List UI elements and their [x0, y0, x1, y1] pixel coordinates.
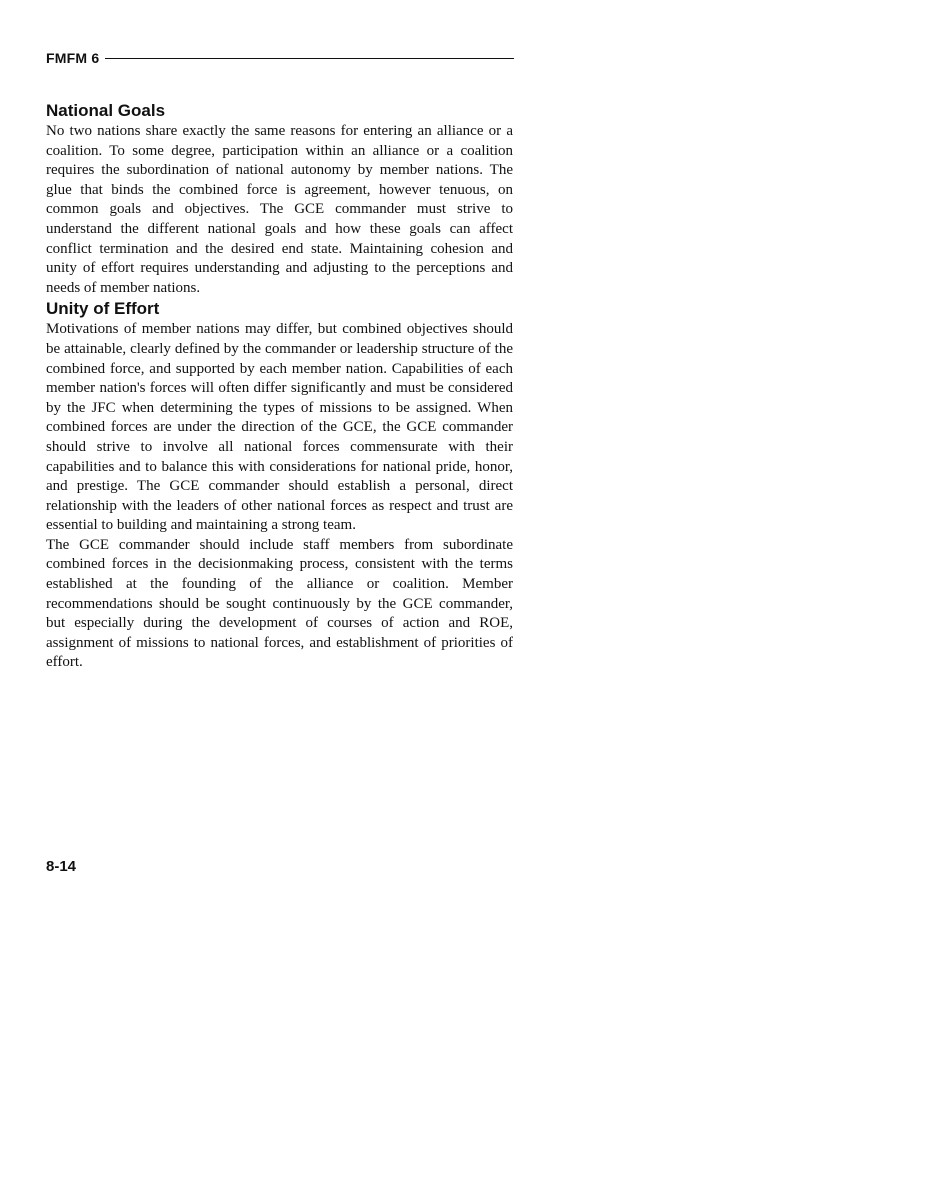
page-number: 8-14: [46, 858, 77, 875]
running-header: [46, 49, 514, 67]
national-goals-paragraph: No two nations share exactly the same reasons for entering an alliance or a coalition. To some degree, participation within an alliance or a coalition requires the subordination of national autonomy by member nations. The glue that binds the combined force is agreement, however tenuous, on common goals and objectives. The GCE commander must strive to understand the different national goals and how these goals can affect conflict termination and the desired end state. Maintaining cohesion and unity of effort requires understanding and adjusting to the perceptions and needs of member nations.: [46, 123, 513, 296]
section-heading-unity-of-effort: Unity of Effort: [46, 299, 160, 319]
publication-label: FMFM 6: [46, 50, 100, 66]
section-heading-national-goals: National Goals: [46, 101, 166, 120]
page-content: [46, 100, 513, 673]
header-rule: [105, 58, 514, 59]
unity-of-effort-paragraph-1: Motivations of member nations may differ, but combined objectives should be attainable, clearly defined by the commander or leadership structure of the combined force, and supported by each member nation. Capabilities of each member nation's forces will often differ significantly and must be considered by the JFC when determining the types of missions to be assigned. When combined forces are under the direction of the GCE, the GCE commander should strive to involve all national forces commensurate with their capabilities and to balance this with considerations for national pride, honor, and prestige. The GCE commander should establish a personal, direct relationship with the leaders of other national forces as respect and trust are essential to building and maintaining a strong team.: [46, 321, 513, 534]
unity-of-effort-paragraph-2: The GCE commander should include staff members from subordinate combined forces in the decisionmaking process, consistent with the terms established at the founding of the alliance or coalition. Member recommendations should be sought continuously by the GCE commander, but especially during the development of courses of action and ROE, assignment of missions to national forces, and establishment of priorities of effort.: [46, 536, 513, 671]
